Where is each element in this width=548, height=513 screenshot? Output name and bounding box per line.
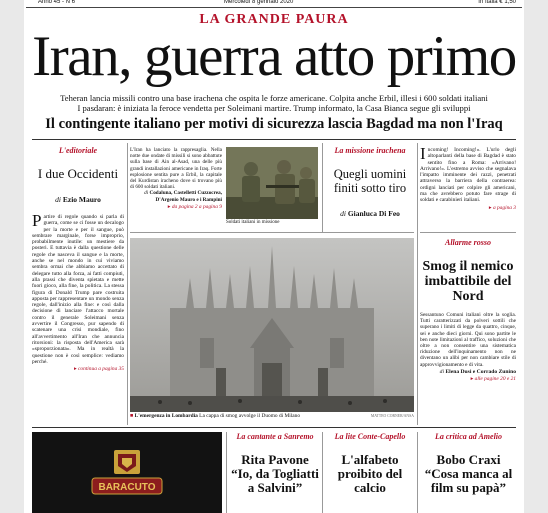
byline-prefix: di [439, 368, 445, 375]
editorial-continue[interactable] [32, 366, 124, 372]
smog-column [420, 238, 516, 382]
masthead-date: Mercoledì 8 gennaio 2020 [224, 0, 294, 5]
smog-byline [420, 369, 516, 375]
crest-icon [114, 450, 140, 474]
editorial-continue-text: continua a pagina 35 [78, 366, 124, 373]
secondary-headline[interactable]: Il contingente italiano per motivi di sicurezza lascia Bagdad ma non l'Iraq [45, 116, 503, 132]
lead-article-authors: Codaluna, Castelletti Cuzzocrea, D'Argenio Mauro e i Rampini [149, 190, 222, 203]
lead-article-continue[interactable] [130, 204, 222, 210]
column-divider [322, 432, 323, 513]
smog-continue[interactable] [420, 376, 516, 382]
editorial-body [32, 211, 124, 365]
divider-rule [130, 232, 414, 233]
mission-article-continue[interactable] [420, 205, 516, 211]
subheadline-block [26, 93, 522, 113]
bullet-icon: ▸ [470, 375, 474, 382]
column-divider [226, 432, 227, 513]
duomo-photo[interactable] [130, 238, 414, 412]
smog-title[interactable]: Smog il nemico imbattibile del Nord [422, 259, 514, 304]
duomo-illustration [130, 238, 414, 412]
main-headline[interactable]: Iran, guerra atto primo [32, 25, 516, 88]
mission-title[interactable]: Quegli uomini finiti sotto tiro [333, 167, 407, 195]
masthead-issue: Anno 45 - N 6 [38, 0, 76, 5]
bullet-icon: ▸ [488, 204, 492, 211]
mission-article-body: ncoming! Incoming!». L'urlo degli altoparlanti della base di Bagdad è stato sentito fino a Roma: «Arrivano! Arrivano!». L'estremo avviso che segnalava l'impatto imminente dei razzi, penetrati attraverso la barriera della contraerea: ordigni lanciati per colpire gli americani, ma che avrebbero potuto fare strage di soldati e carabinieri italiani. [420, 147, 516, 204]
square-bullet-icon: ■ [130, 413, 134, 419]
byline-prefix: di [55, 195, 61, 204]
sanremo-teaser[interactable] [229, 432, 321, 495]
editorial-title[interactable]: I due Occidenti [37, 166, 119, 181]
column-divider [417, 143, 418, 425]
divider-rule [32, 139, 516, 140]
masthead [26, 0, 522, 8]
column-divider [322, 143, 323, 233]
photo-credit: MATTEO CORNER/ANSA [370, 414, 414, 418]
bullet-icon: ▸ [167, 203, 171, 210]
column-divider [127, 143, 128, 425]
critica-label: La critica ad Amelio [434, 432, 503, 441]
duomo-caption-text: La cappa di smog avvolge il Duomo di Milano [199, 413, 301, 419]
sanremo-label: La cantante a Sanremo [236, 432, 314, 441]
editorial-author: Ezio Mauro [62, 195, 101, 204]
critica-title: Bobo Craxi “Cosa manca al film su papà” [424, 452, 513, 495]
divider-rule [32, 427, 516, 428]
bullet-icon: ▸ [73, 366, 77, 373]
sanremo-title: Rita Pavone “Io, da Togliatti a Salvini” [231, 452, 319, 495]
byline-prefix: di [340, 209, 346, 218]
masthead-price: In Italia € 1,50 [478, 0, 516, 5]
advert-illustration [32, 432, 222, 513]
section-kicker: LA GRANDE PAURA [199, 12, 349, 27]
lead-article-body: L'Iran ha lanciato la rappresaglia. Nella notte due ondate di missili si sono abbattute sulla base di Ain al-Asad, una delle più grandi installazioni americane in Iraq. Forte esplosione sentita pure a Erbil, la capitale del Kurdistan iracheno dove si trovano più di 600 soldati italiani. [130, 147, 222, 191]
right-margin [524, 0, 548, 513]
subheadline-line-2: I pasdaran: è iniziata la feroce vendetta per Soleimani martire. Trump informato, la Casa Bianca segue gli sviluppi [77, 103, 471, 113]
lite-teaser[interactable] [324, 432, 416, 495]
soldier-illustration [226, 147, 318, 219]
smog-authors: Elena Dusi e Corrado Zunino [445, 368, 516, 375]
editorial-dropcap: P [32, 211, 42, 230]
editorial-column [32, 146, 124, 372]
editorial-byline [32, 195, 124, 204]
column-divider [417, 432, 418, 513]
lite-title: L'alfabeto proibito del calcio [337, 452, 403, 495]
smog-body: Sessantuno Comuni italiani oltre la soglia. Tutti caratterizzati da polveri sottili che superano i limiti di legge da quattro, cinque, sei e anche dieci giorni. Qui sono partite le ben note limitazioni al traffico, soluzioni che oltre a non consentire una sistematica riduzione dell'inquinamento non ne diventano un alibi per non cambiare stile di approvvigionamento e di vita. [420, 312, 516, 368]
mission-article [420, 144, 516, 211]
mission-article-continue-text: a pagina 3 [492, 204, 516, 211]
editorial-text: artire di regole quando si parla di guerra, come se ci fosse un decalogo per la morte e per il sangue, può sembrare marginale, forse improprio, probabilmente inutile: un mestiere da posteri. E tuttavia è dalla questione delle regole che nasceva il sangue e la morte, anche se nel mondo in cui viviamo sembra ormai che abbiamo accettato di delegare tutto alla forza, ai fatti compiuti, alla prassi che diventa spietata e mette fuori gioco, alla fine, la politica. La stessa figura di Donald Trump pare costruita apposta per rappresentare un mondo senza regole, dall'inizio alla fine: e così dalla decisione di lanciare l'attacco mortale contro il generale Soleimani senza avvertire il Congresso, pur sapendo di scatenare una crisi mondiale, fino all'avvertimento all'Iran che annuncia ritorsioni: la risposta dell'America sarà «sproporzionata». Ma in realtà la questione non è così semplice: vediamo perché. [32, 214, 124, 365]
soldier-photo-caption: Soldati italiani in missione [226, 220, 280, 225]
advert-logo-text: BARACUTO [98, 482, 156, 493]
smog-label: Allarme rosso [444, 238, 491, 247]
mission-dropcap: I [420, 144, 426, 163]
advert-image[interactable] [32, 432, 222, 513]
mission-author: Gianluca Di Feo [347, 209, 400, 218]
duomo-photo-caption [130, 413, 414, 419]
duomo-caption-label: L'emergenza in Lombardia [134, 413, 198, 419]
mission-label: La missione irachena [334, 146, 406, 155]
critica-teaser[interactable] [421, 432, 516, 495]
smog-continue-text: alle pagine 20 e 21 [474, 375, 516, 382]
lead-article [130, 147, 222, 210]
mission-byline [326, 209, 414, 218]
left-margin [0, 0, 24, 513]
byline-prefix: di [144, 190, 149, 197]
lead-article-byline [130, 190, 222, 202]
lead-article-continue-text: da pagina 2 a pagina 9 [171, 203, 222, 210]
divider-rule [420, 232, 516, 233]
mission-column [326, 146, 414, 218]
editorial-label: L'editoriale [58, 146, 98, 155]
lite-label: La lite Conte-Capello [334, 432, 406, 441]
front-page-sheet [26, 0, 522, 513]
soldier-photo[interactable] [226, 147, 318, 219]
subheadline-line-1: Teheran lancia missili contro una base irachena che ospita le forze americane. Colpita anche Erbil, illesi i 600 soldati italiani [60, 93, 488, 103]
